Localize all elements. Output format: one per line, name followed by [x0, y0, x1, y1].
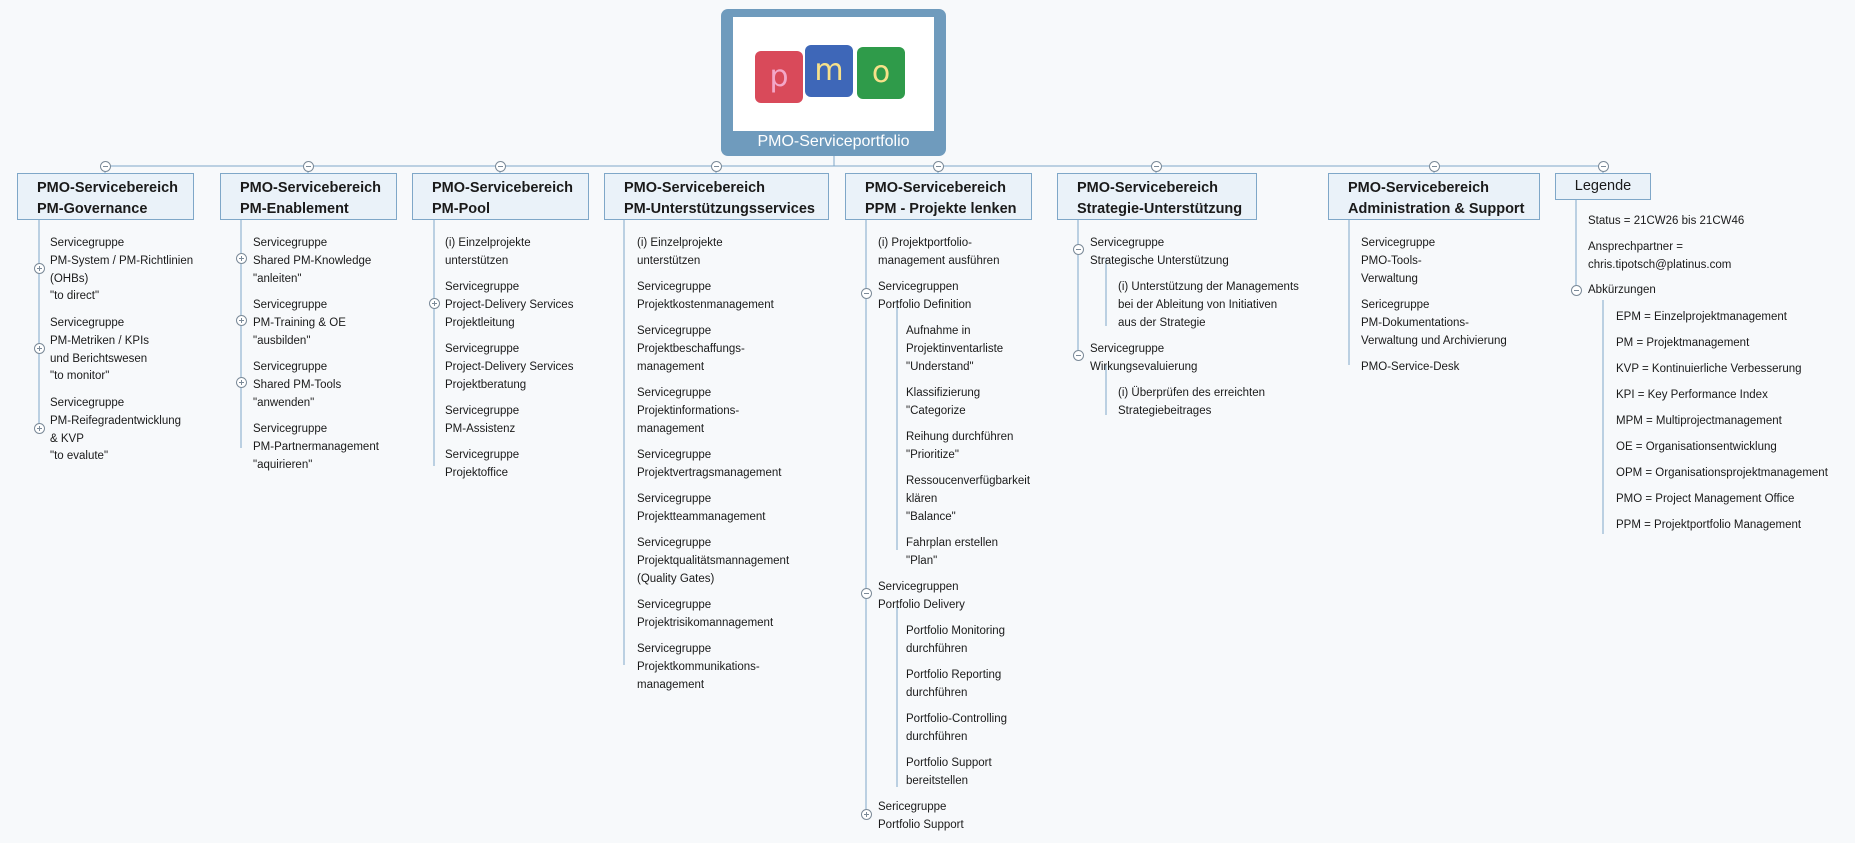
collapse-toggle-icon[interactable] [1073, 350, 1084, 361]
expand-toggle-icon[interactable] [34, 343, 45, 354]
strategy-item-strategische[interactable]: Servicegruppe Strategische Unterstützung [1090, 237, 1229, 267]
collapse-toggle-icon[interactable] [861, 588, 872, 599]
collapse-toggle-icon[interactable] [1571, 285, 1582, 296]
branch-pm-governance[interactable]: PMO-Servicebereich PM-Governance [17, 173, 194, 220]
strategy-child-pruefen[interactable]: (i) Überprüfen des erreichten Strategiebeitrages [1118, 387, 1266, 417]
support-item-kosten[interactable]: Servicegruppe Projektkostenmanagement [637, 281, 774, 311]
expand-toggle-icon[interactable] [34, 423, 45, 434]
ppm-del-support[interactable]: Portfolio Support bereitstellen [906, 757, 992, 787]
expand-toggle-icon[interactable] [236, 377, 247, 388]
ppm-def-klassifizierung[interactable]: Klassifizierung "Categorize [906, 387, 981, 417]
expand-toggle-icon[interactable] [34, 263, 45, 274]
logo-cube-o: o [857, 47, 905, 99]
enablement-item-knowledge[interactable]: Servicegruppe Shared PM-Knowledge "anleiten" [253, 237, 372, 285]
expand-toggle-icon[interactable] [861, 809, 872, 820]
collapse-toggle-icon[interactable] [1151, 161, 1162, 172]
governance-item-pm-system[interactable]: Servicegruppe PM-System / PM-Richtlinien (OHBs) "to direct" [50, 237, 194, 303]
legend-abbr-opm: OPM = Organisationsprojektmanagement [1616, 467, 1828, 479]
collapse-toggle-icon[interactable] [100, 161, 111, 172]
support-item-kommunikation[interactable]: Servicegruppe Projektkommunikations- management [637, 643, 760, 691]
branch-pm-unterstuetzungsservices[interactable]: PMO-Servicebereich PM-Unterstützungsservices [604, 173, 829, 220]
logo-cube-p: p [755, 51, 803, 103]
enablement-item-training[interactable]: Servicegruppe PM-Training & OE "ausbilden" [253, 299, 346, 347]
governance-item-pm-reifegrad[interactable]: Servicegruppe PM-Reifegradentwicklung & KVP "to evalute" [50, 397, 182, 463]
root-node[interactable] [721, 9, 946, 156]
legend-abbr-pmo: PMO = Project Management Office [1616, 493, 1795, 505]
collapse-toggle-icon[interactable] [495, 161, 506, 172]
branch-pm-pool[interactable]: PMO-Servicebereich PM-Pool [412, 173, 589, 220]
collapse-toggle-icon[interactable] [1598, 161, 1609, 172]
collapse-toggle-icon[interactable] [303, 161, 314, 172]
pool-item-projektoffice[interactable]: Servicegruppe Projektoffice [445, 449, 520, 479]
legend-contact: Ansprechpartner = chris.tipotsch@platinus.com [1588, 241, 1732, 271]
ppm-del-monitoring[interactable]: Portfolio Monitoring durchführen [906, 625, 1006, 655]
pool-item-einzelprojekte[interactable]: (i) Einzelprojekte unterstützen [445, 237, 531, 267]
admin-item-tools[interactable]: Servicegruppe PMO-Tools- Verwaltung [1361, 237, 1436, 285]
support-item-einzelprojekte[interactable]: (i) Einzelprojekte unterstützen [637, 237, 723, 267]
enablement-item-partner[interactable]: Servicegruppe PM-Partnermanagement "aquirieren" [253, 423, 379, 471]
branch-pm-enablement[interactable]: PMO-Servicebereich PM-Enablement [220, 173, 397, 220]
ppm-item-portfolio-delivery[interactable]: Servicegruppen Portfolio Delivery [878, 581, 965, 611]
legend-status: Status = 21CW26 bis 21CW46 [1588, 215, 1745, 227]
legend-abbr-oe: OE = Organisationsentwicklung [1616, 441, 1777, 453]
branch-ppm-projekte-lenken[interactable]: PMO-Servicebereich PPM - Projekte lenken [845, 173, 1032, 220]
ppm-def-fahrplan[interactable]: Fahrplan erstellen "Plan" [906, 537, 999, 567]
legend-abbr-kpi: KPI = Key Performance Index [1616, 389, 1768, 401]
legend-abbreviations-title[interactable]: Abkürzungen [1588, 284, 1656, 296]
ppm-item-portfolio-support[interactable]: Sericegruppe Portfolio Support [878, 801, 964, 831]
root-title: PMO-Serviceportfolio [757, 133, 910, 150]
ppm-item-ausfuehren[interactable]: (i) Projektportfolio- management ausführen [878, 237, 1000, 267]
support-item-vertrag[interactable]: Servicegruppe Projektvertragsmanagement [637, 449, 782, 479]
pmo-logo [733, 17, 934, 131]
legend-abbr-kvp: KVP = Kontinuierliche Verbesserung [1616, 363, 1802, 375]
collapse-toggle-icon[interactable] [1073, 244, 1084, 255]
expand-toggle-icon[interactable] [236, 253, 247, 264]
logo-cube-m: m [805, 45, 853, 97]
legend-abbr-ppm: PPM = Projektportfolio Management [1616, 519, 1802, 531]
legend-abbr-mpm: MPM = Multiprojectmanagement [1616, 415, 1782, 427]
branch-strategie-unterstuetzung[interactable]: PMO-Servicebereich Strategie-Unterstützung [1057, 173, 1257, 220]
support-item-information[interactable]: Servicegruppe Projektinformations- management [637, 387, 740, 435]
ppm-def-aufnahme[interactable]: Aufnahme in Projektinventarliste "Understand" [906, 325, 1004, 373]
collapse-toggle-icon[interactable] [933, 161, 944, 172]
pool-item-assistenz[interactable]: Servicegruppe PM-Assistenz [445, 405, 520, 435]
expand-toggle-icon[interactable] [429, 298, 440, 309]
support-item-team[interactable]: Servicegruppe Projektteammanagement [637, 493, 766, 523]
support-item-qualitaet[interactable]: Servicegruppe Projektqualitätsmannagement (Quality Gates) [637, 537, 790, 585]
collapse-toggle-icon[interactable] [711, 161, 722, 172]
ppm-def-ressourcen[interactable]: Ressoucenverfügbarkeit klären "Balance" [906, 475, 1031, 523]
collapse-toggle-icon[interactable] [1429, 161, 1440, 172]
enablement-item-tools[interactable]: Servicegruppe Shared PM-Tools "anwenden" [253, 361, 342, 409]
admin-item-dokumentation[interactable]: Sericegruppe PM-Dokumentations- Verwaltung und Archivierung [1361, 299, 1507, 347]
support-item-risiko[interactable]: Servicegruppe Projektrisikomannagement [637, 599, 774, 629]
expand-toggle-icon[interactable] [236, 315, 247, 326]
strategy-child-management[interactable]: (i) Unterstützung der Managements bei der Ableitung von Initiativen aus der Strategie [1118, 281, 1299, 329]
ppm-item-portfolio-definition[interactable]: Servicegruppen Portfolio Definition [878, 281, 972, 311]
ppm-del-controlling[interactable]: Portfolio-Controlling durchführen [906, 713, 1007, 743]
pool-item-projektleitung[interactable]: Servicegruppe Project-Delivery Services Projektleitung [445, 281, 574, 329]
legend-abbr-epm: EPM = Einzelprojektmanagement [1616, 311, 1787, 323]
legend-head[interactable]: Legende [1555, 173, 1651, 200]
legend-abbr-pm: PM = Projektmanagement [1616, 337, 1750, 349]
branch-administration-support[interactable]: PMO-Servicebereich Administration & Support [1328, 173, 1540, 220]
collapse-toggle-icon[interactable] [861, 288, 872, 299]
ppm-del-reporting[interactable]: Portfolio Reporting durchführen [906, 669, 1002, 699]
support-item-beschaffung[interactable]: Servicegruppe Projektbeschaffungs- management [637, 325, 745, 373]
strategy-item-wirkung[interactable]: Servicegruppe Wirkungsevaluierung [1090, 343, 1198, 373]
governance-item-pm-metriken[interactable]: Servicegruppe PM-Metriken / KPIs und Berichtswesen "to monitor" [50, 317, 150, 383]
admin-item-service-desk[interactable]: PMO-Service-Desk [1361, 361, 1460, 373]
pool-item-projektberatung[interactable]: Servicegruppe Project-Delivery Services Projektberatung [445, 343, 574, 391]
ppm-def-reihung[interactable]: Reihung durchführen "Prioritize" [906, 431, 1014, 461]
